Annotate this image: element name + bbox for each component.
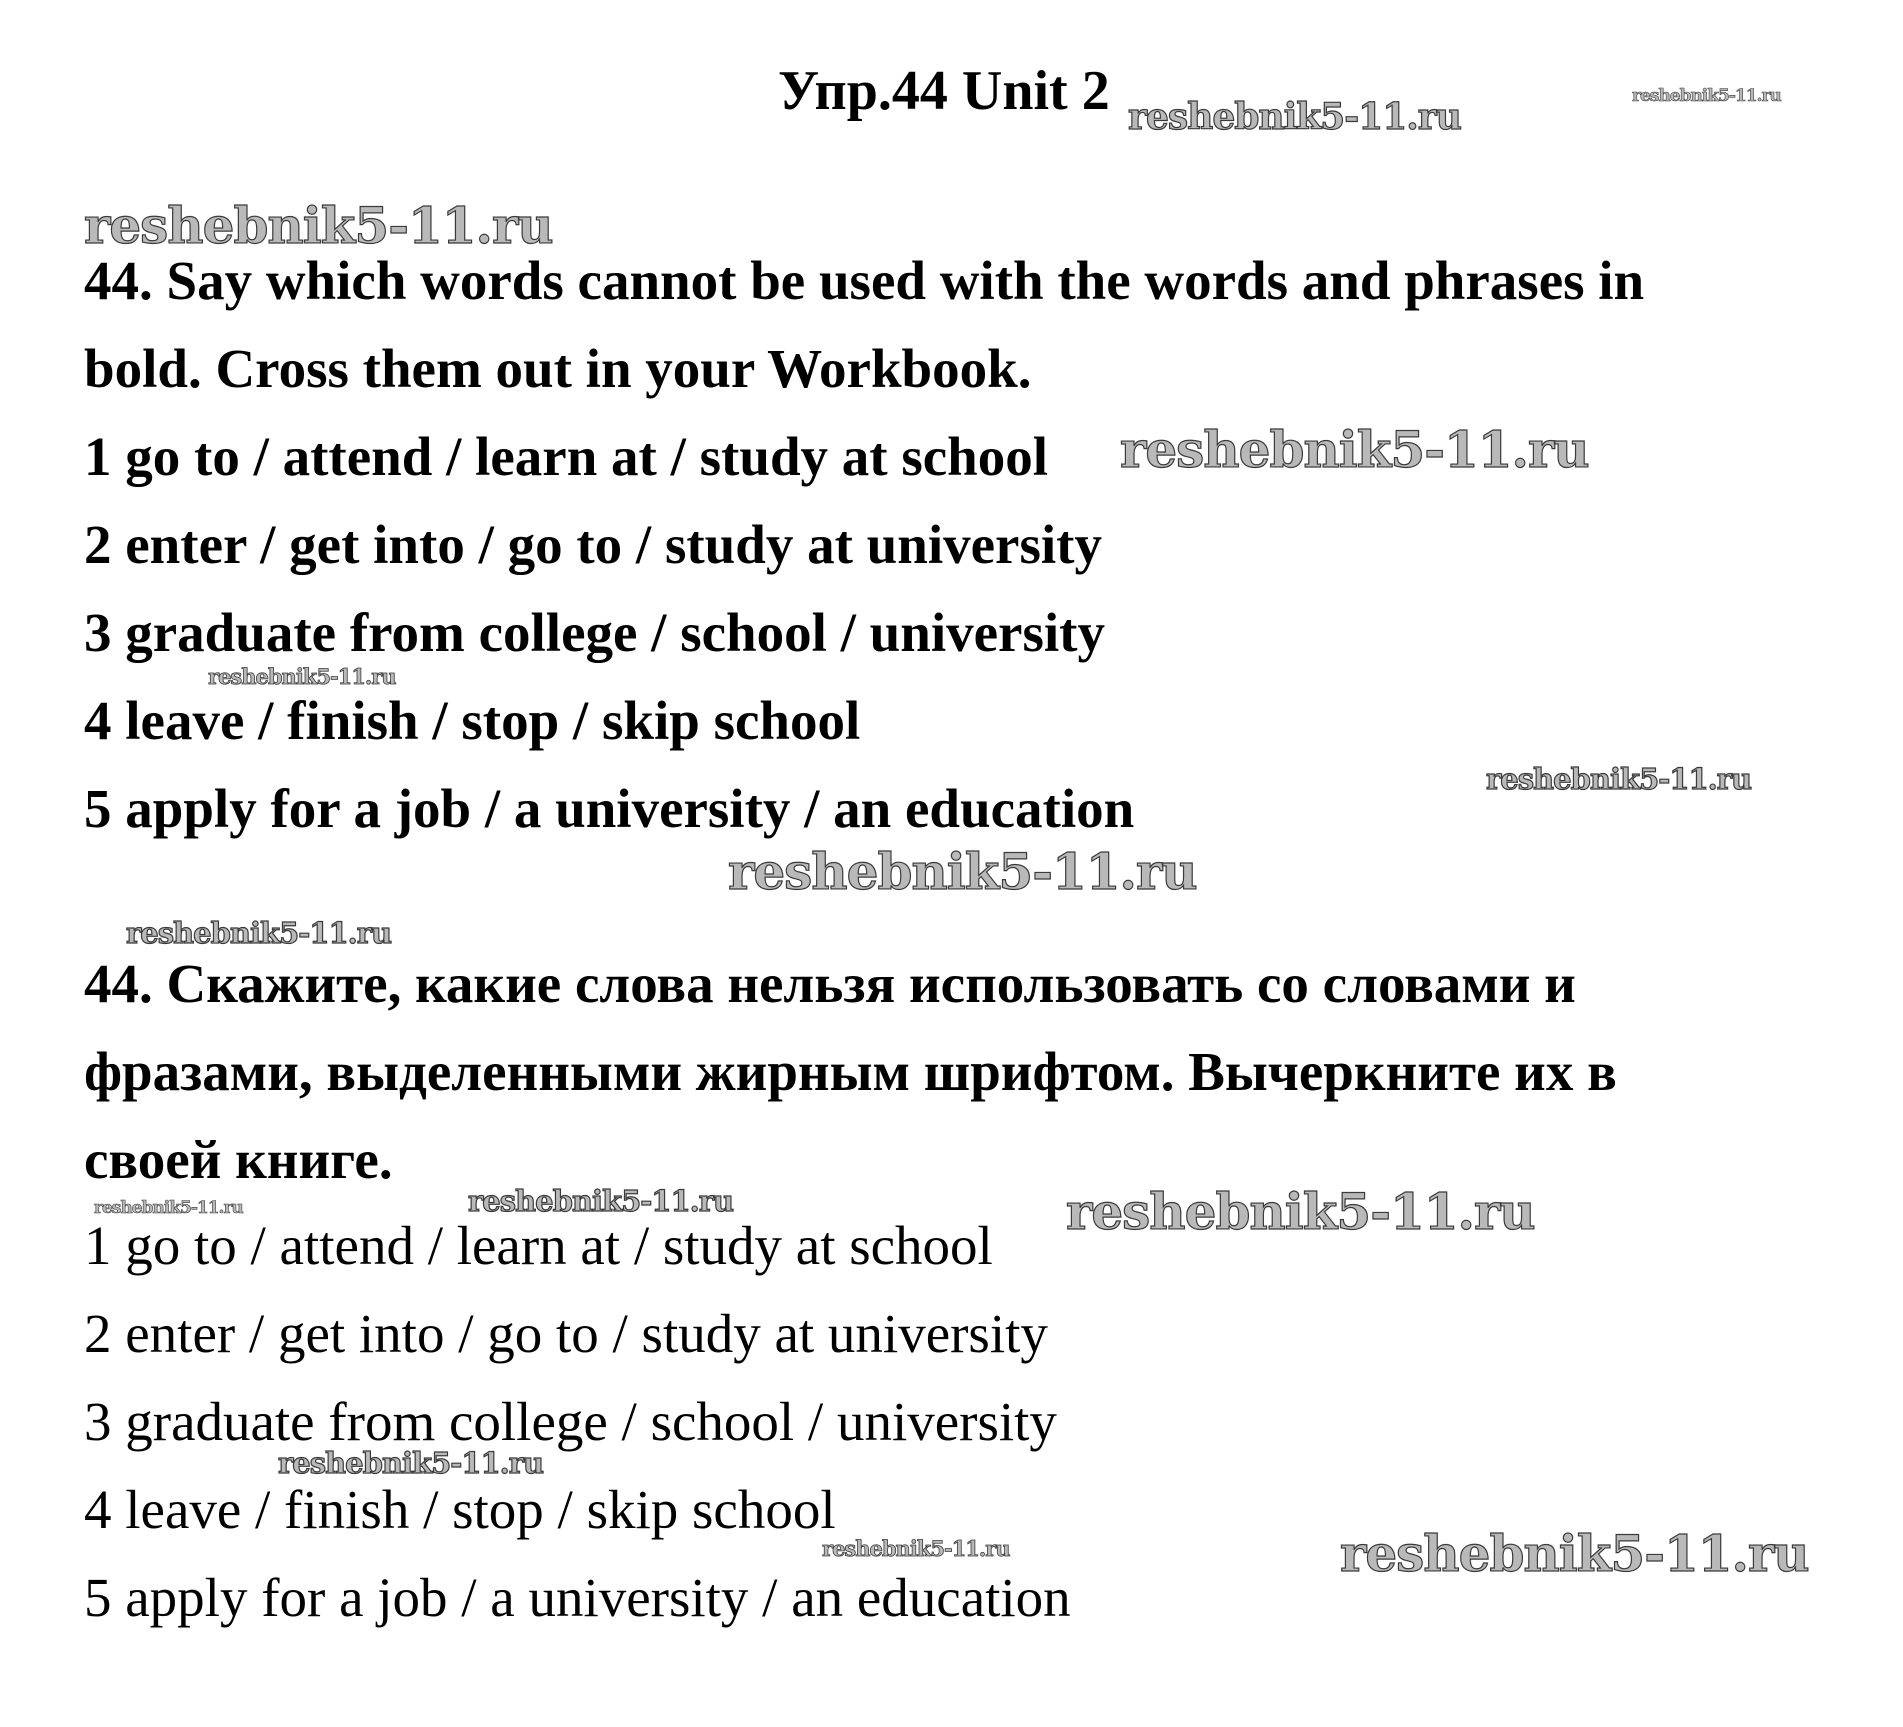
list-item: 2 enter / get into / go to / study at university <box>84 1303 1048 1364</box>
watermark: reshebnik5-11.ru <box>1486 762 1752 796</box>
list-item: 3 graduate from college / school / university <box>84 1391 1057 1452</box>
list-item: 1 go to / attend / learn at / study at school <box>84 426 1049 487</box>
list-item: 1 go to / attend / learn at / study at school <box>84 1215 993 1276</box>
english-instruction-line: 44. Say which words cannot be used with the words and phrases in <box>84 250 1645 311</box>
list-item: 5 apply for a job / a university / an education <box>84 1567 1071 1628</box>
watermark: reshebnik5-11.ru <box>1066 1182 1535 1241</box>
english-instruction-line: bold. Cross them out in your Workbook. <box>84 338 1032 399</box>
watermark: reshebnik5-11.ru <box>278 1446 544 1480</box>
watermark: reshebnik5-11.ru <box>94 1198 243 1218</box>
russian-instruction-line: 44. Скажите, какие слова нельзя использовать со словами и <box>84 953 1576 1014</box>
watermark: reshebnik5-11.ru <box>1128 96 1461 138</box>
watermark: reshebnik5-11.ru <box>822 1536 1010 1561</box>
russian-instruction-line: фразами, выделенными жирным шрифтом. Вычеркните их в <box>84 1041 1617 1102</box>
russian-instruction-line: своей книге. <box>84 1129 393 1190</box>
russian-instruction <box>84 940 1810 1204</box>
list-item: 4 leave / finish / stop / skip school <box>84 690 861 751</box>
watermark: reshebnik5-11.ru <box>728 842 1197 901</box>
english-instruction <box>84 237 1804 413</box>
watermark: reshebnik5-11.ru <box>208 664 396 689</box>
list-item: 5 apply for a job / a university / an education <box>84 778 1135 839</box>
watermark: reshebnik5-11.ru <box>1120 420 1589 479</box>
watermark: reshebnik5-11.ru <box>1632 86 1781 106</box>
list-item: 4 leave / finish / stop / skip school <box>84 1479 836 1540</box>
page-title: Упр.44 Unit 2 <box>778 60 1110 122</box>
list-item: 2 enter / get into / go to / study at university <box>84 514 1102 575</box>
watermark: reshebnik5-11.ru <box>84 196 553 255</box>
watermark: reshebnik5-11.ru <box>468 1184 734 1218</box>
english-item-list <box>84 413 1584 853</box>
watermark: reshebnik5-11.ru <box>1340 1524 1809 1583</box>
watermark: reshebnik5-11.ru <box>126 916 392 950</box>
list-item: 3 graduate from college / school / university <box>84 602 1105 663</box>
